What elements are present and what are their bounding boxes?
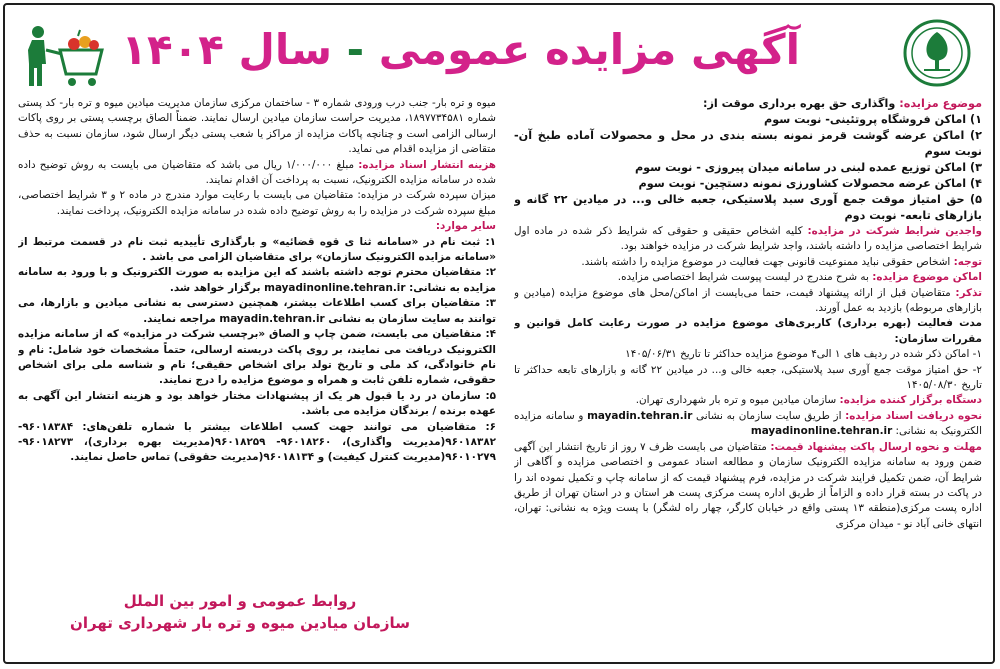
deposit-paragraph: میزان سپرده شرکت در مزایده: متقاضیان می بایست با رعایت موارد مندرج در ماده ۲ و ۳ شرایط اختصاصی، مبلغ سپرده شرکت در مزایده را به روش توضیح داده شده در سامانه مزایده الکترونیک، پرداخت نمایند. <box>18 189 496 217</box>
fee-text: مبلغ ۱/۰۰۰/۰۰۰ ریال می باشد که متقاضیان می بایست به روش توضیح داده شده در سامانه مزایده الکترونیک، نسبت به پرداخت آن اقدام نمایند. <box>18 158 496 187</box>
footer-line-1: روابط عمومی و امور بین الملل <box>123 592 357 610</box>
subject-line <box>514 96 982 112</box>
deadline-label: مهلت و نحوه ارسال پاکت پیشنهاد قیمت: <box>770 440 982 453</box>
reminder-text: متقاضیان قبل از ارائه پیشنهاد قیمت، حتما می‌بایست از اماکن/محل های موضوع مزایده (میادین و بازارهای مربوطه) بازدید به عمل آورند. <box>514 286 982 315</box>
shopping-cart-person-icon <box>22 20 110 92</box>
subject-item: ۲) اماکن عرضه گوشت قرمز نمونه بسته بندی در محل و محصولات آماده طبخ آن- نوبت سوم <box>514 129 982 158</box>
other-3-tail: مراجعه نمایند. <box>143 312 216 325</box>
other-item: ۱: ثبت نام در «سامانه ثنا ی قوه قضائیه» و بارگذاری تأییدیه ثبت نام در قسمت مرتبط از «سامانه مزایده الکترونیک سازمان» برای متقاضیان الزامی می باشد . <box>18 235 496 264</box>
title-separator: - <box>346 25 365 74</box>
note-text: اشخاص حقوقی نباید ممنوعیت قانونی جهت فعالیت در موضوع مزایده را داشته باشند. <box>581 255 951 268</box>
subject-text: واگذاری حق بهره برداری موقت از: <box>702 97 896 110</box>
address-paragraph: میوه و تره بار- جنب درب ورودی شماره ۳ - ساختمان مرکزی سازمان مدیریت میادین میوه و تره بار- کد پستی شماره ۱۸۹۷۷۳۴۵۸۱، مدیریت حراست سازمان میادین ارسال نمایند. ضمناً الصاق برچسب پستی بر روی پاکات ارسالی الزامی است و چنانچه پاکات مزایده از مراکز یا شعب پستی دیگر ارسال شود، سازمان نسبت به حذف متقاضی از مزایده اقدام می نماید. <box>18 97 496 156</box>
places-paragraph <box>514 270 982 285</box>
duration-item: ۱- اماکن ذکر شده در ردیف های ۱ الی۴ موضوع مزایده حداکثر تا تاریخ ۱۴۰۵/۰۶/۳۱ <box>625 348 982 361</box>
subject-item: ۱) اماکن فروشگاه پروتئینی- نوبت سوم <box>764 113 982 126</box>
note-paragraph <box>514 255 982 270</box>
title-year: سال ۱۴۰۴ <box>121 25 332 74</box>
website-link[interactable]: mayadin.tehran.ir <box>219 312 325 325</box>
deadline-paragraph <box>514 440 982 532</box>
reminder-paragraph <box>514 286 982 317</box>
docs-text-2: و سامانه مزایده الکترونیک به نشانی: <box>514 409 982 438</box>
duration-heading: مدت فعالیت (بهره برداری) کاربری‌های موضوع مزایده در صورت رعایت کامل قوانین و مقررات سازمان: <box>514 317 982 345</box>
right-column <box>514 96 982 616</box>
left-column <box>18 96 496 616</box>
portal-link[interactable]: mayadinonline.tehran.ir <box>264 281 406 294</box>
note-label: توجه: <box>953 255 982 268</box>
other-3-text: ۳: متقاضیان برای کسب اطلاعات بیشتر، همچنین دسترسی به نشانی میادین و بازارها، می توانند به سایت سازمان به نشانی <box>18 297 496 325</box>
duration-item: ۲- حق امتیاز موقت جمع آوری سبد پلاستیکی، جعبه خالی و... در میادین ۲۲ گانه و بازارهای تابعه حداکثر تا تاریخ ۱۴۰۵/۰۸/۳۰ <box>514 363 982 392</box>
page-title <box>121 22 800 78</box>
conditions-label: واجدین شرایط شرکت در مزایده: <box>807 225 982 237</box>
municipality-logo-icon <box>902 18 972 88</box>
conditions-paragraph <box>514 224 982 255</box>
other-item: ۴: متقاضیان می بایست، ضمن چاپ و الصاق «برچسب شرکت در مزایده» که از سامانه مزایده الکترونیک دریافت می نمایند، بر روی پاکت دربسته ارسالی، حتماً مشخصات خود شامل: نام و نام خانوادگی، کد ملی و تاریخ تولد برای اشخاص حقیقی؛ نام و شناسه ملی برای اشخاص حقوقی، شماره تلفن ثابت و همراه و موضوع مزایده را درج نمایند. <box>18 328 496 387</box>
docs-text: از طریق سایت سازمان به نشانی <box>696 409 842 422</box>
footer-signature <box>30 590 450 634</box>
organizer-label: دستگاه برگزار کننده مزایده: <box>839 394 982 407</box>
footer-line-2: سازمان میادین میوه و تره بار شهرداری تهران <box>70 614 410 632</box>
other-item <box>18 265 496 296</box>
subject-item: ۴) اماکن عرضه محصولات کشاورزی نمونه دستچین- نوبت سوم <box>638 177 982 190</box>
docs-website-link[interactable]: mayadin.tehran.ir <box>587 409 693 422</box>
other-item: ۵: سازمان در رد یا قبول هر یک از پیشنهادات مختار خواهد بود و هزینه انتشار این آگهی به عهده برنده / برندگان مزایده می باشد. <box>18 389 496 418</box>
fee-label: هزینه انتشار اسناد مزایده: <box>358 158 496 171</box>
fee-paragraph <box>18 158 496 189</box>
docs-label: نحوه دریافت اسناد مزایده: <box>845 409 982 422</box>
conditions-text: کلیه اشخاص حقیقی و حقوقی که شرایط ذکر شده در ماده اول شرایط اختصاصی مزایده را داشته باشند، واجد شرایط شرکت در مزایده خواهند بود. <box>514 225 982 253</box>
subject-item: ۵) حق امتیاز موقت جمع آوری سبد پلاستیکی، جعبه خالی و... در میادین ۲۲ گانه و بازارهای تابعه- نوبت دوم <box>514 193 982 222</box>
header <box>0 12 1000 92</box>
reminder-label: تذکر: <box>955 286 982 299</box>
places-label: اماکن موضوع مزایده: <box>872 271 982 284</box>
organizer-paragraph <box>514 393 982 408</box>
subject-label: موضوع مزایده: <box>899 97 982 110</box>
other-2-text: ۲: متقاضیان محترم توجه داشته باشند که این مزایده به صورت الکترونیک و با ورود به سامانه مزایده به نشانی: <box>18 266 496 294</box>
other-item: ۶: متقاضیان می توانند جهت کسب اطلاعات بیشتر با شماره تلفن‌های: ۹۶۰۱۸۳۸۴- ۹۶۰۱۸۳۸۲(مدیریت واگذاری)، ۹۶۰۱۸۲۶۰- ۹۶۰۱۸۲۵۹(مدیریت بهره برداری)، ۹۶۰۱۸۲۷۳- ۹۶۰۱۰۲۷۹(مدیریت کنترل کیفیت) و ۹۶۰۱۸۱۳۴(مدیریت حقوقی) تماس حاصل نمایند. <box>18 420 496 464</box>
docs-paragraph <box>514 409 982 440</box>
organizer-text: سازمان میادین میوه و تره بار شهرداری تهران. <box>635 394 837 407</box>
title-main: آگهی مزایده عمومی <box>378 25 800 74</box>
ad-body <box>12 96 988 616</box>
deadline-text: متقاضیان می بایست ظرف ۷ روز از تاریخ انتشار این آگهی ضمن ورود به سامانه مزایده الکترونیک سازمان و مطالعه اسناد عمومی و اختصاصی مزایده و آگاهی از شرایط آن، ضمن تکمیل فرایند شرکت در مزایده، فرم پیشنهاد قیمت که از سامانه چاپ و تکمیل نموده اند را در پاکت در بسته قرار داده و الزاماً از طریق اداره پست مرکزی پست هر استان و در استان تهران از طریق اداره پست مرکزی(منطقه ۱۳ پستی واقع در خیابان کارگر، چهار راه لشگر) با پست ویژه به نشانی: تهران، انتهای خانی آباد نو - میدان مرکزی <box>514 440 982 530</box>
subject-item: ۳) اماکن توزیع عمده لبنی در سامانه میدان پیروزی - نوبت سوم <box>634 161 982 174</box>
other-item <box>18 296 496 327</box>
docs-portal-link[interactable]: mayadinonline.tehran.ir <box>750 425 893 438</box>
other-2-tail: برگزار خواهد شد. <box>169 281 261 294</box>
places-text: به شرح مندرج در لیست پیوست شرایط اختصاصی مزایده. <box>617 271 869 284</box>
other-heading: سایر موارد: <box>435 220 496 233</box>
